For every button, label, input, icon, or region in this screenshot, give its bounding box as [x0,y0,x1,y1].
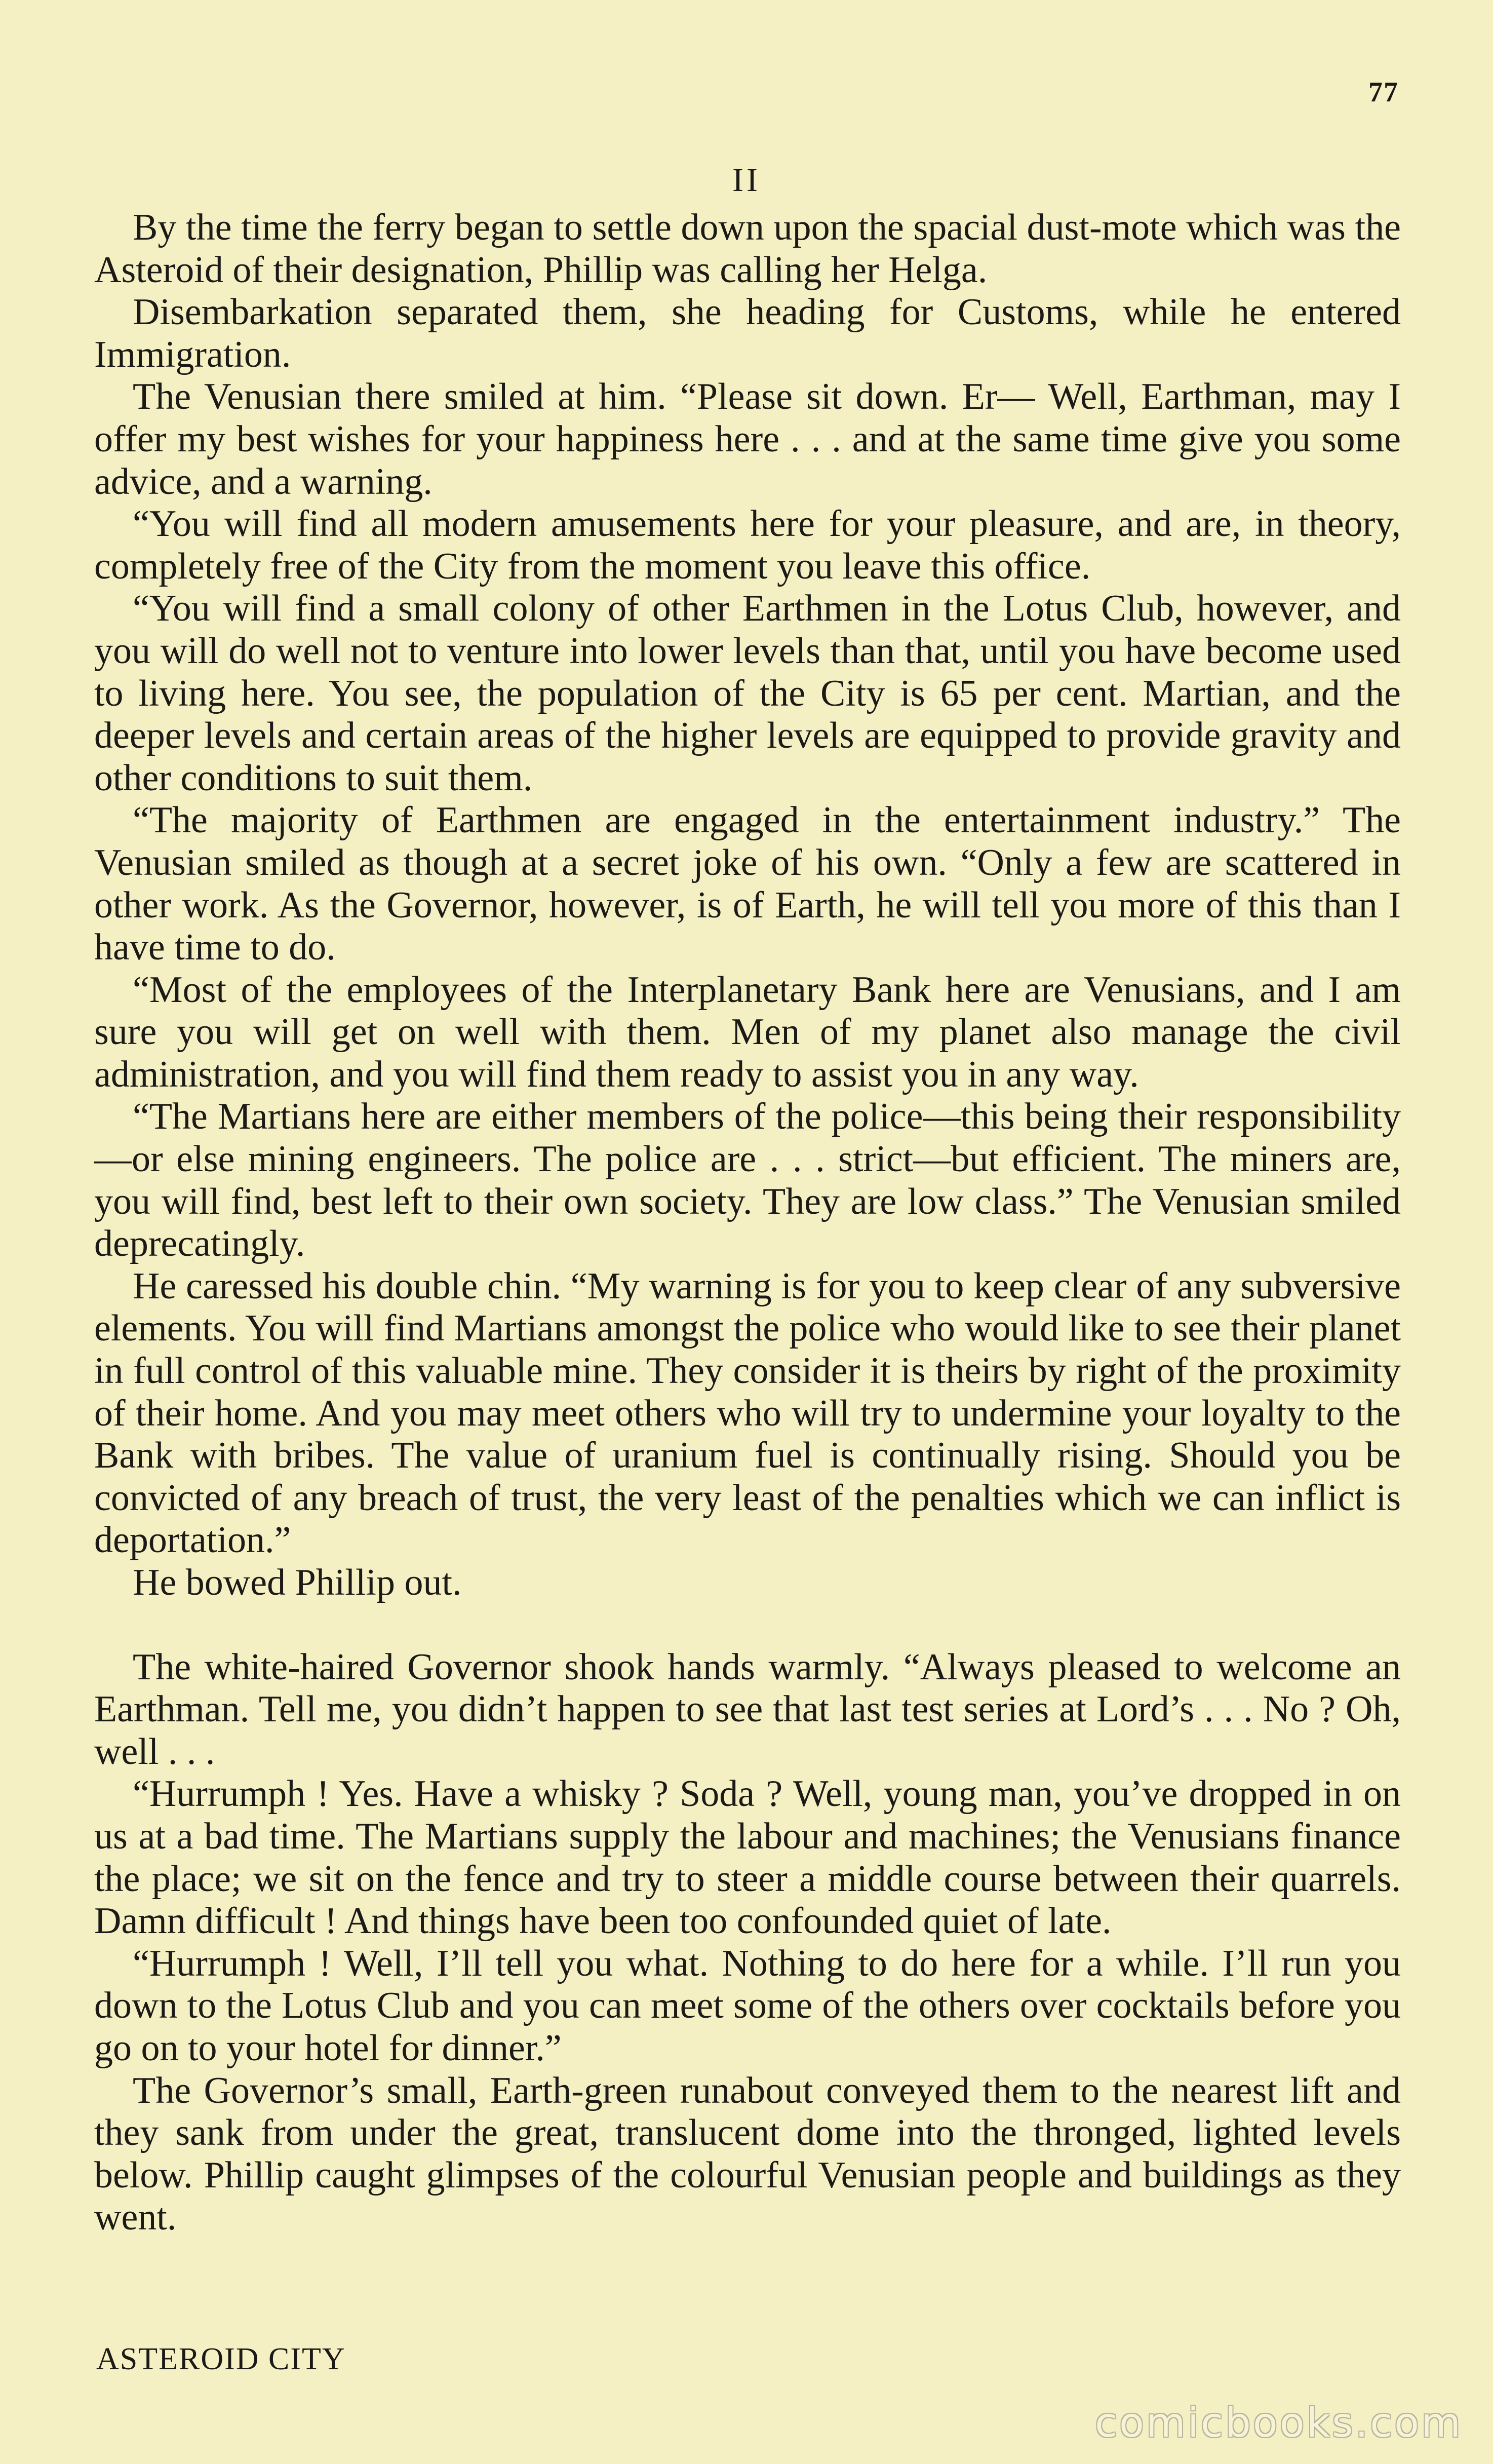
paragraph: By the time the ferry began to settle down upon the spacial dust-mote which was the Asteroid of their designation, Phillip was calling her Helga. [94,207,1401,291]
page-number: 77 [1368,76,1399,108]
running-footer: ASTEROID CITY [96,2342,346,2376]
section-break [94,1604,1401,1646]
paragraph: “The majority of Earthmen are engaged in the entertainment industry.” The Venusian smiled as though at a secret joke of his own. “Only a few are scattered in other work. As the Governor, however, is of Earth, he will tell you more of this than I have time to do. [94,799,1401,969]
paragraph: Disembarkation separated them, she heading for Customs, while he entered Immigration. [94,291,1401,375]
paragraph: “Hurrumph ! Yes. Have a whisky ? Soda ? Well, young man, you’ve dropped in on us at a bad time. The Martians supply the labour and machines; the Venusians finance the place; we sit on the fence and try to steer a middle course between their quarrels. Damn difficult ! And things have been too confounded quiet of late. [94,1773,1401,1942]
paragraph: “The Martians here are either members of the police—this being their responsibility—or else mining engineers. The police are . . . strict—but efficient. The miners are, you will find, best left to their own society. They are low class.” The Venusian smiled deprecatingly. [94,1096,1401,1265]
paragraph: “You will find all modern amusements here for your pleasure, and are, in theory, completely free of the City from the moment you leave this office. [94,503,1401,587]
paragraph: The Venusian there smiled at him. “Please sit down. Er— Well, Earthman, may I offer my best wishes for your happiness here . . . and at the same time give you some advice, and a warning. [94,376,1401,503]
paragraph: He caressed his double chin. “My warning is for you to keep clear of any subversive elements. You will find Martians amongst the police who would like to see their planet in full control of this valuable mine. They consider it is theirs by right of the proximity of their home. And you may meet others who will try to undermine your loyalty to the Bank with bribes. The value of uranium fuel is continually rising. Should you be convicted of any breach of trust, the very least of the penalties which we can inflict is deportation.” [94,1265,1401,1561]
paragraph: “Hurrumph ! Well, I’ll tell you what. Nothing to do here for a while. I’ll run you down to the Lotus Club and you can meet some of the others over cocktails before you go on to your hotel for dinner.” [94,1942,1401,2069]
paragraph: “Most of the employees of the Interplanetary Bank here are Venusians, and I am sure you will get on well with them. Men of my planet also manage the civil administration, and you will find them ready to assist you in any way. [94,969,1401,1095]
watermark: comicbooks.com [1094,2399,1463,2446]
paragraph: “You will find a small colony of other Earthmen in the Lotus Club, however, and you will do well not to venture into lower levels than that, until you have become used to living here. You see, the population of the City is 65 per cent. Martian, and the deeper levels and certain areas of the higher levels are equipped to provide gravity and other conditions to suit them. [94,588,1401,799]
paragraph: He bowed Phillip out. [133,1562,462,1603]
paragraph: The Governor’s small, Earth-green runabout conveyed them to the nearest lift and they sank from under the great, translucent dome into the thronged, lighted levels below. Phillip caught glimpses of the colourful Venusian people and buildings as they went. [94,2069,1401,2239]
paragraph: The white-haired Governor shook hands warmly. “Always pleased to welcome an Earthman. Tell me, you didn’t happen to see that last test series at Lord’s . . . No ? Oh, well . . . [94,1646,1401,1773]
chapter-heading: II [732,162,761,199]
body-text [94,207,1401,2239]
